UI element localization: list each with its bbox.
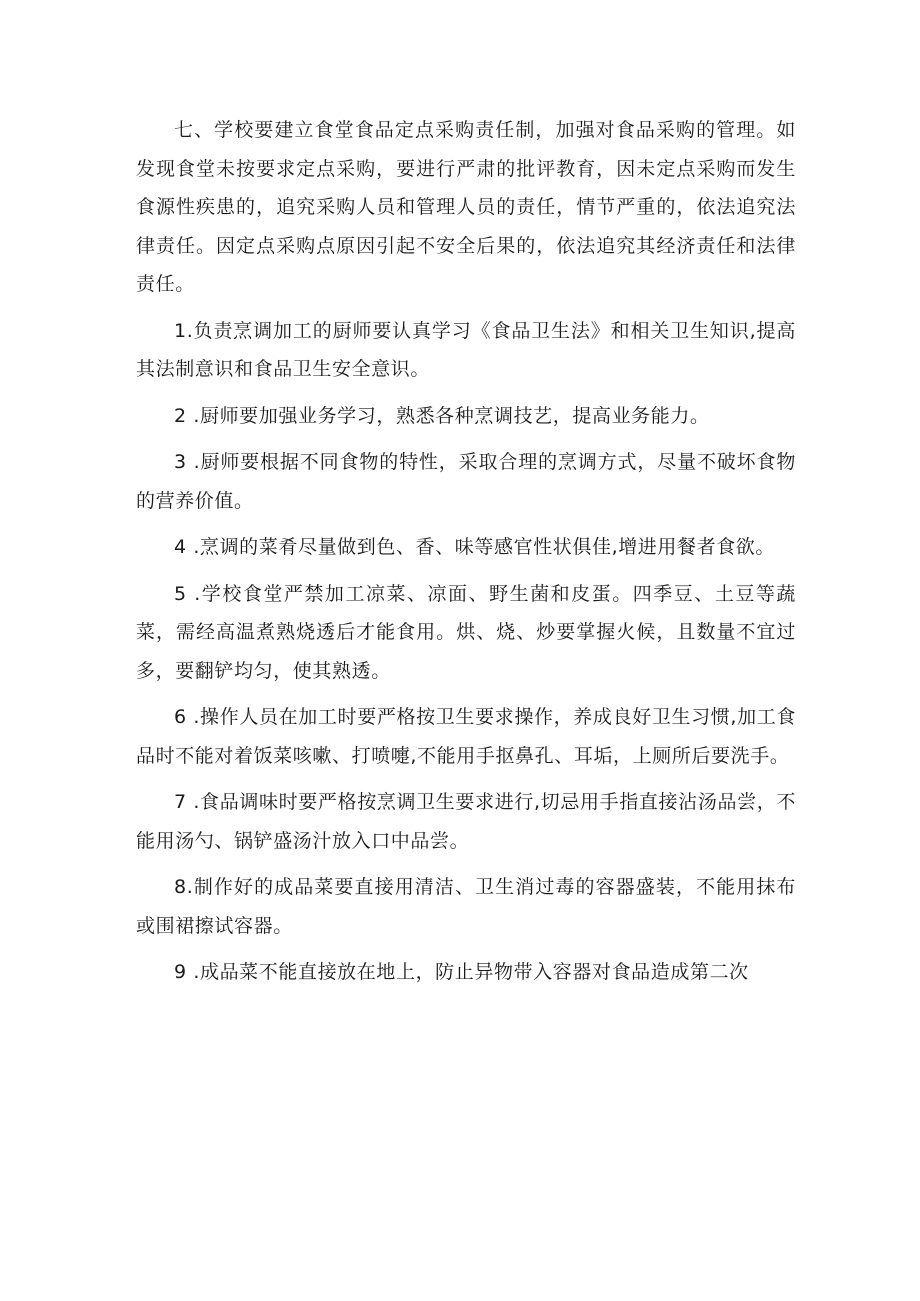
paragraph-item-6: 6 .操作人员在加工时要严格按卫生要求操作，养成良好卫生习惯,加工食品时不能对着饭菜咳嗽、打喷嚏,不能用手抠鼻孔、耳垢，上厕所后要洗手。: [136, 706, 796, 767]
paragraph-item-9: 9 .成品菜不能直接放在地上，防止异物带入容器对食品造成第二次: [174, 961, 749, 983]
paragraph-item-4: 4 .烹调的菜肴尽量做到色、香、味等感官性状俱佳,增进用餐者食欲。: [174, 536, 776, 558]
paragraph-item-2: 2 .厨师要加强业务学习，熟悉各种烹调技艺，提高业务能力。: [174, 404, 710, 427]
paragraph-section-7: 七、学校要建立食堂食品定点采购责任制，加强对食品采购的管理。如发现食堂未按要求定点采购，要进行严肃的批评教育，因未定点采购而发生食源性疾患的，追究采购人员和管理人员的责任，情节严重的，依法追究法律责任。因定点采购点原因引起不安全后果的，依法追究其经济责任和法律责任。: [136, 119, 796, 295]
paragraph-item-7: 7 .食品调味时要严格按烹调卫生要求进行,切忌用手指直接沾汤品尝，不能用汤勺、锅铲盛汤汁放入口中品尝。: [136, 791, 796, 852]
paragraph-item-5: 5 .学校食堂严禁加工凉菜、凉面、野生菌和皮蛋。四季豆、土豆等蔬菜，需经高温煮熟烧透后才能食用。烘、烧、炒要掌握火候，且数量不宜过多，要翻铲均匀，使其熟透。: [136, 582, 796, 682]
paragraph-item-8: 8.制作好的成品菜要直接用清洁、卫生消过毒的容器盛装，不能用抹布或围裙擦试容器。: [136, 876, 796, 937]
paragraph-item-3: 3 .厨师要根据不同食物的特性，采取合理的烹调方式，尽量不破坏食物的营养价值。: [136, 451, 796, 512]
document-body: [136, 111, 796, 1000]
paragraph-item-1: 1.负责烹调加工的厨师要认真学习《食品卫生法》和相关卫生知识,提高其法制意识和食品卫生安全意识。: [136, 319, 796, 380]
